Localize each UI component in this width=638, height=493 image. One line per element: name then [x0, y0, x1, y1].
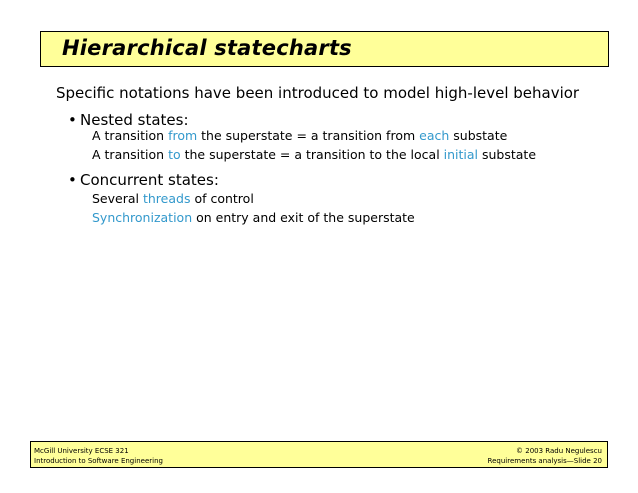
bullet-label: Nested states: [80, 111, 189, 129]
bullet-label: Concurrent states: [80, 171, 219, 189]
sub-point [92, 128, 507, 143]
sub-text: A transition [92, 128, 169, 143]
highlighted-term: threads [142, 191, 191, 206]
sub-text: on entry and exit of the superstate [192, 210, 415, 225]
sub-text: substate [478, 147, 537, 162]
sub-text: Several [92, 191, 143, 206]
slide-footer [30, 441, 608, 468]
footer-university: McGill University ECSE 321 [34, 447, 129, 455]
bullet-concurrent-states [68, 171, 219, 189]
footer-slide-number: Requirements analysis—Slide 20 [487, 456, 602, 465]
sub-text: A transition [92, 147, 169, 162]
slide-title: Hierarchical statecharts [62, 36, 352, 60]
sub-text: substate [449, 128, 508, 143]
sub-point [92, 147, 536, 162]
footer-course: Introduction to Software Engineering [34, 456, 163, 465]
footer-copyright: © 2003 Radu Negulescu [516, 447, 602, 455]
footer-right [488, 447, 602, 466]
sub-point [92, 210, 415, 225]
sub-text: the superstate = a transition from [197, 128, 420, 143]
highlighted-term: Synchronization [92, 210, 193, 225]
sub-point [92, 191, 254, 206]
footer-left [34, 447, 163, 466]
sub-text: the superstate = a transition to the local [180, 147, 444, 162]
slide-title-bar [40, 31, 609, 67]
slide-intro: Specific notations have been introduced to model high-level behavior [56, 84, 580, 102]
highlighted-term: to [168, 147, 181, 162]
highlighted-term: each [419, 128, 450, 143]
highlighted-term: from [168, 128, 198, 143]
bullet-dot: • [68, 171, 77, 189]
bullet-dot: • [68, 111, 77, 129]
bullet-nested-states [68, 111, 189, 129]
highlighted-term: initial [443, 147, 479, 162]
sub-text: of control [190, 191, 254, 206]
